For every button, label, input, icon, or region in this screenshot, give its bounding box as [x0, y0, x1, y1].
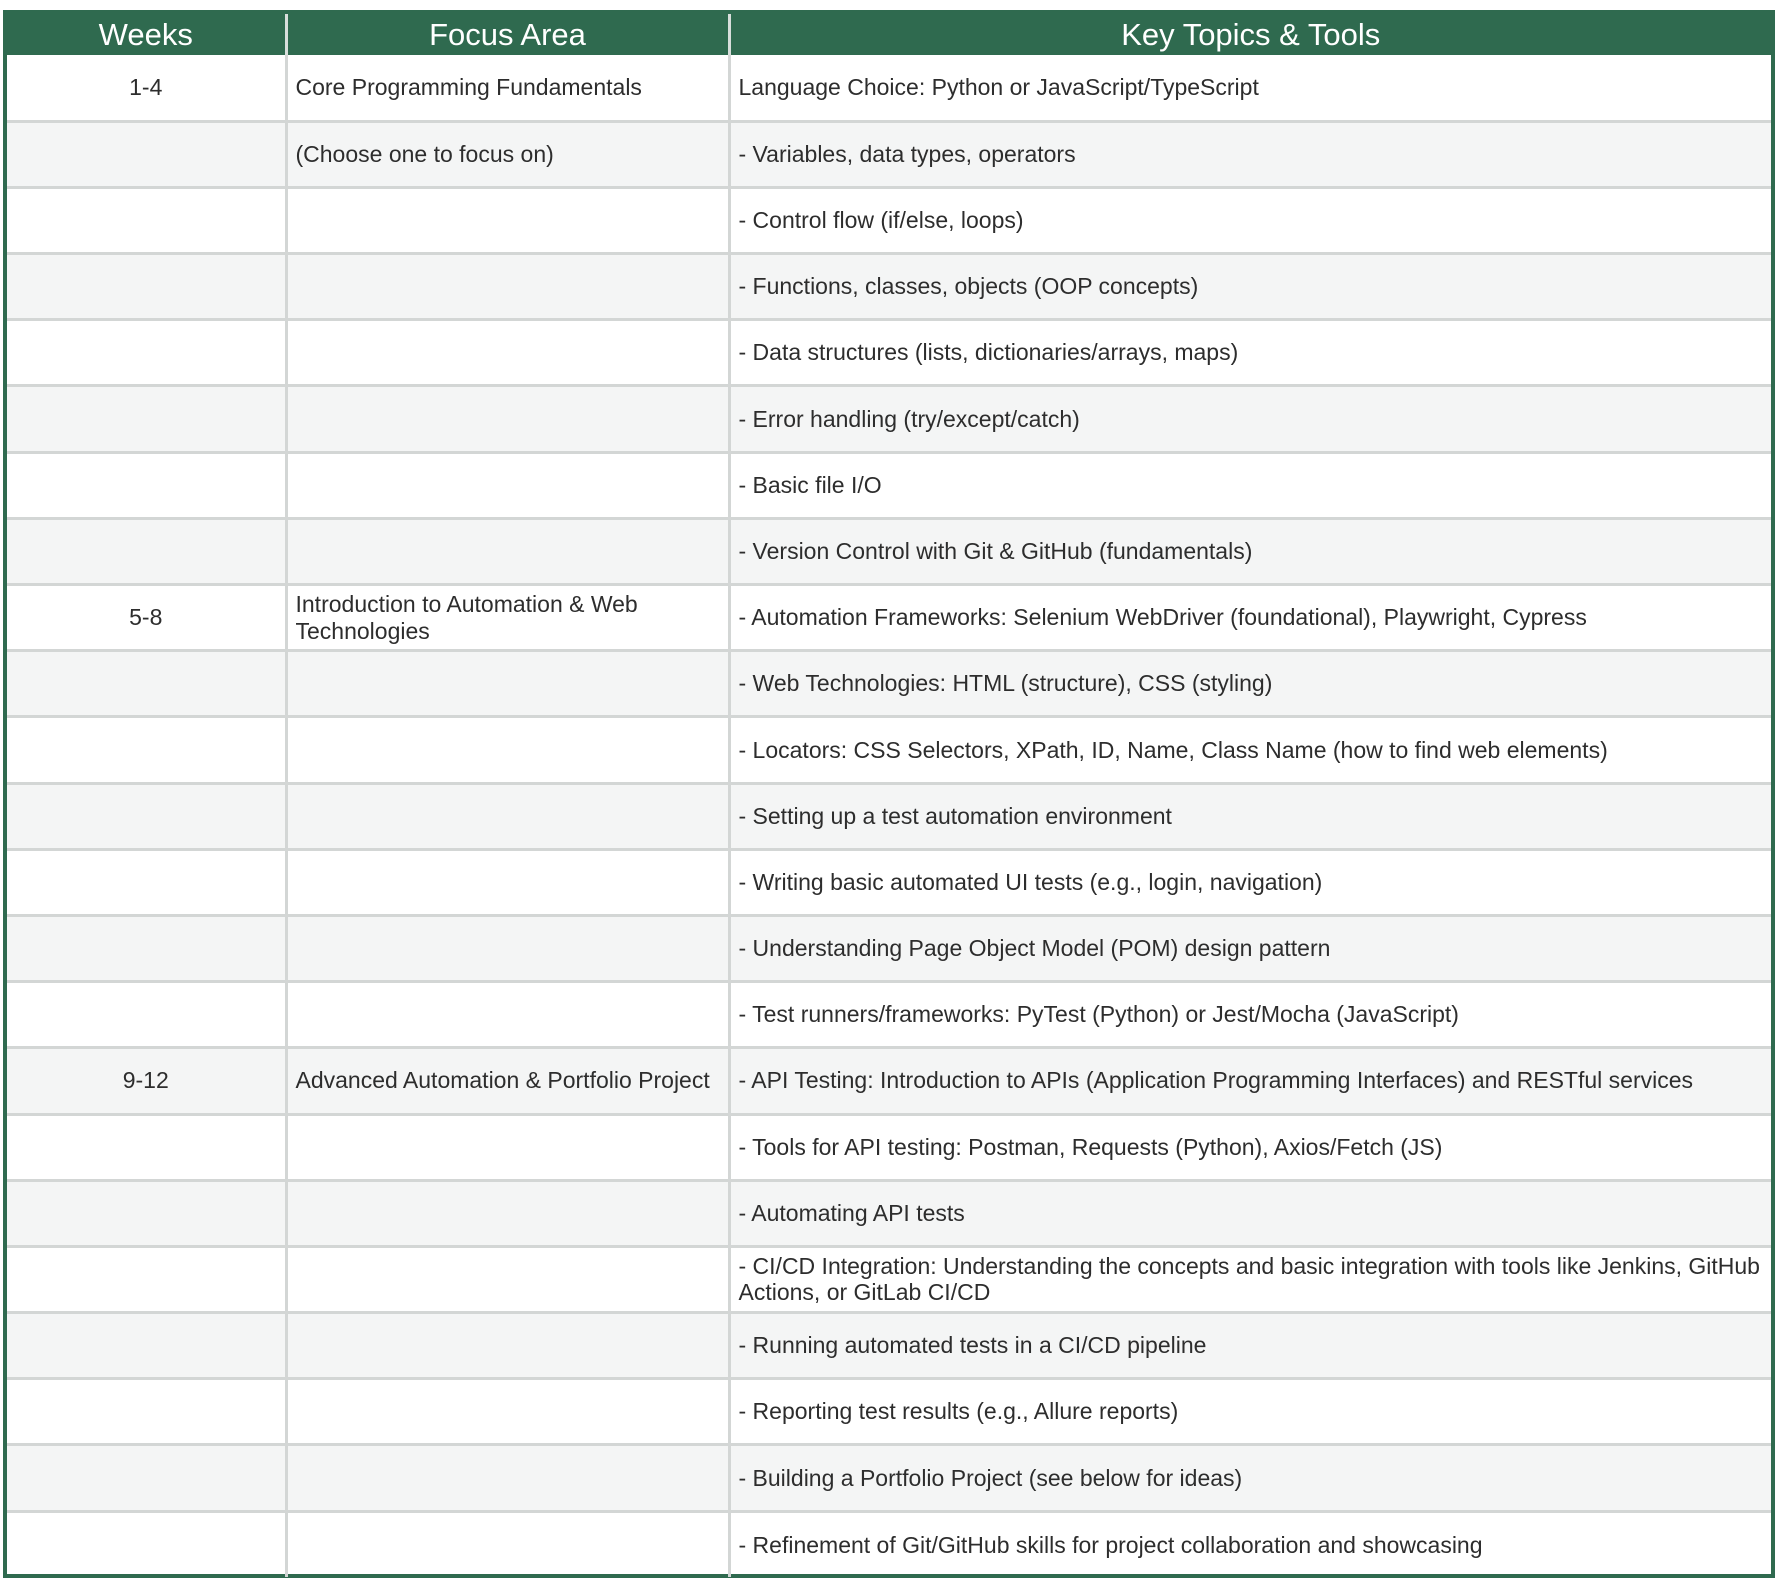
table-row	[7, 1048, 1771, 1114]
table-row	[7, 585, 1771, 651]
weeks-cell: 5-8	[7, 585, 286, 651]
weeks-cell: 9-12	[7, 1048, 286, 1114]
table-header	[7, 14, 1771, 55]
weeks-cell	[7, 1445, 286, 1511]
focus-area-cell	[286, 1114, 729, 1180]
weeks-cell	[7, 452, 286, 518]
focus-area-cell	[286, 187, 729, 253]
topic-cell: - Automation Frameworks: Selenium WebDriver (foundational), Playwright, Cypress	[729, 585, 1771, 651]
focus-area-cell	[286, 1511, 729, 1577]
focus-area-cell: (Choose one to focus on)	[286, 121, 729, 187]
weeks-cell	[7, 1246, 286, 1312]
focus-area-cell	[286, 518, 729, 584]
topic-cell: - Locators: CSS Selectors, XPath, ID, Name, Class Name (how to find web elements)	[729, 717, 1771, 783]
focus-area-cell	[286, 982, 729, 1048]
header-key-topics: Key Topics & Tools	[729, 14, 1771, 55]
focus-area-cell	[286, 1246, 729, 1312]
topic-cell: - CI/CD Integration: Understanding the concepts and basic integration with tools like Jenkins, GitHub Actions, or GitLab CI/CD	[729, 1246, 1771, 1312]
weeks-cell	[7, 1511, 286, 1577]
focus-area-cell	[286, 651, 729, 717]
topic-cell: - Functions, classes, objects (OOP concepts)	[729, 254, 1771, 320]
table-row	[7, 1180, 1771, 1246]
focus-area-cell	[286, 717, 729, 783]
topic-cell: - Test runners/frameworks: PyTest (Python) or Jest/Mocha (JavaScript)	[729, 982, 1771, 1048]
topic-cell: - Basic file I/O	[729, 452, 1771, 518]
focus-area-cell: Core Programming Fundamentals	[286, 55, 729, 121]
focus-area-cell	[286, 386, 729, 452]
table-row	[7, 915, 1771, 981]
topic-cell: - Understanding Page Object Model (POM) design pattern	[729, 915, 1771, 981]
topic-cell: - Reporting test results (e.g., Allure reports)	[729, 1379, 1771, 1445]
table-row	[7, 1511, 1771, 1577]
focus-area-cell	[286, 1445, 729, 1511]
weeks-cell: 1-4	[7, 55, 286, 121]
table-row	[7, 320, 1771, 386]
weeks-cell	[7, 518, 286, 584]
weeks-cell	[7, 982, 286, 1048]
header-weeks: Weeks	[7, 14, 286, 55]
topic-cell: - Automating API tests	[729, 1180, 1771, 1246]
table-row	[7, 651, 1771, 717]
topic-cell: - Writing basic automated UI tests (e.g., login, navigation)	[729, 849, 1771, 915]
table-row	[7, 783, 1771, 849]
table-row	[7, 717, 1771, 783]
table-row	[7, 982, 1771, 1048]
focus-area-cell	[286, 320, 729, 386]
topic-cell: - API Testing: Introduction to APIs (Application Programming Interfaces) and RESTful services	[729, 1048, 1771, 1114]
weeks-cell	[7, 187, 286, 253]
weeks-cell	[7, 651, 286, 717]
weeks-cell	[7, 1114, 286, 1180]
table-row	[7, 55, 1771, 121]
topic-cell: - Control flow (if/else, loops)	[729, 187, 1771, 253]
weeks-cell	[7, 386, 286, 452]
topic-cell: - Setting up a test automation environment	[729, 783, 1771, 849]
focus-area-cell	[286, 849, 729, 915]
focus-area-cell	[286, 1180, 729, 1246]
focus-area-cell	[286, 452, 729, 518]
focus-area-cell: Advanced Automation & Portfolio Project	[286, 1048, 729, 1114]
topic-cell: - Building a Portfolio Project (see below for ideas)	[729, 1445, 1771, 1511]
header-row	[7, 14, 1771, 55]
focus-area-cell	[286, 915, 729, 981]
roadmap-table-container	[3, 10, 1775, 1578]
table-row	[7, 121, 1771, 187]
weeks-cell	[7, 320, 286, 386]
roadmap-table	[7, 14, 1771, 1577]
topic-cell: - Tools for API testing: Postman, Requests (Python), Axios/Fetch (JS)	[729, 1114, 1771, 1180]
weeks-cell	[7, 717, 286, 783]
table-row	[7, 187, 1771, 253]
weeks-cell	[7, 849, 286, 915]
topic-cell: - Running automated tests in a CI/CD pipeline	[729, 1313, 1771, 1379]
table-row	[7, 1379, 1771, 1445]
focus-area-cell	[286, 254, 729, 320]
table-row	[7, 849, 1771, 915]
focus-area-cell	[286, 1379, 729, 1445]
table-row	[7, 518, 1771, 584]
topic-cell: - Refinement of Git/GitHub skills for project collaboration and showcasing	[729, 1511, 1771, 1577]
weeks-cell	[7, 1180, 286, 1246]
weeks-cell	[7, 1313, 286, 1379]
topic-cell: Language Choice: Python or JavaScript/TypeScript	[738, 73, 1259, 100]
topic-cell: - Error handling (try/except/catch)	[729, 386, 1771, 452]
weeks-cell	[7, 1379, 286, 1445]
table-row	[7, 254, 1771, 320]
table-row	[7, 1445, 1771, 1511]
table-row	[7, 1313, 1771, 1379]
header-focus-area: Focus Area	[286, 14, 729, 55]
weeks-cell	[7, 254, 286, 320]
focus-area-cell	[286, 783, 729, 849]
topic-cell: - Web Technologies: HTML (structure), CSS (styling)	[729, 651, 1771, 717]
weeks-cell	[7, 915, 286, 981]
table-row	[7, 452, 1771, 518]
topic-cell: - Variables, data types, operators	[729, 121, 1771, 187]
table-row	[7, 1246, 1771, 1312]
focus-area-cell: Introduction to Automation & Web Technologies	[286, 585, 729, 651]
table-row	[7, 386, 1771, 452]
focus-area-cell	[286, 1313, 729, 1379]
topic-cell: - Version Control with Git & GitHub (fundamentals)	[729, 518, 1771, 584]
table-body	[7, 55, 1771, 1577]
weeks-cell	[7, 121, 286, 187]
table-row	[7, 1114, 1771, 1180]
topic-cell: - Data structures (lists, dictionaries/arrays, maps)	[729, 320, 1771, 386]
weeks-cell	[7, 783, 286, 849]
